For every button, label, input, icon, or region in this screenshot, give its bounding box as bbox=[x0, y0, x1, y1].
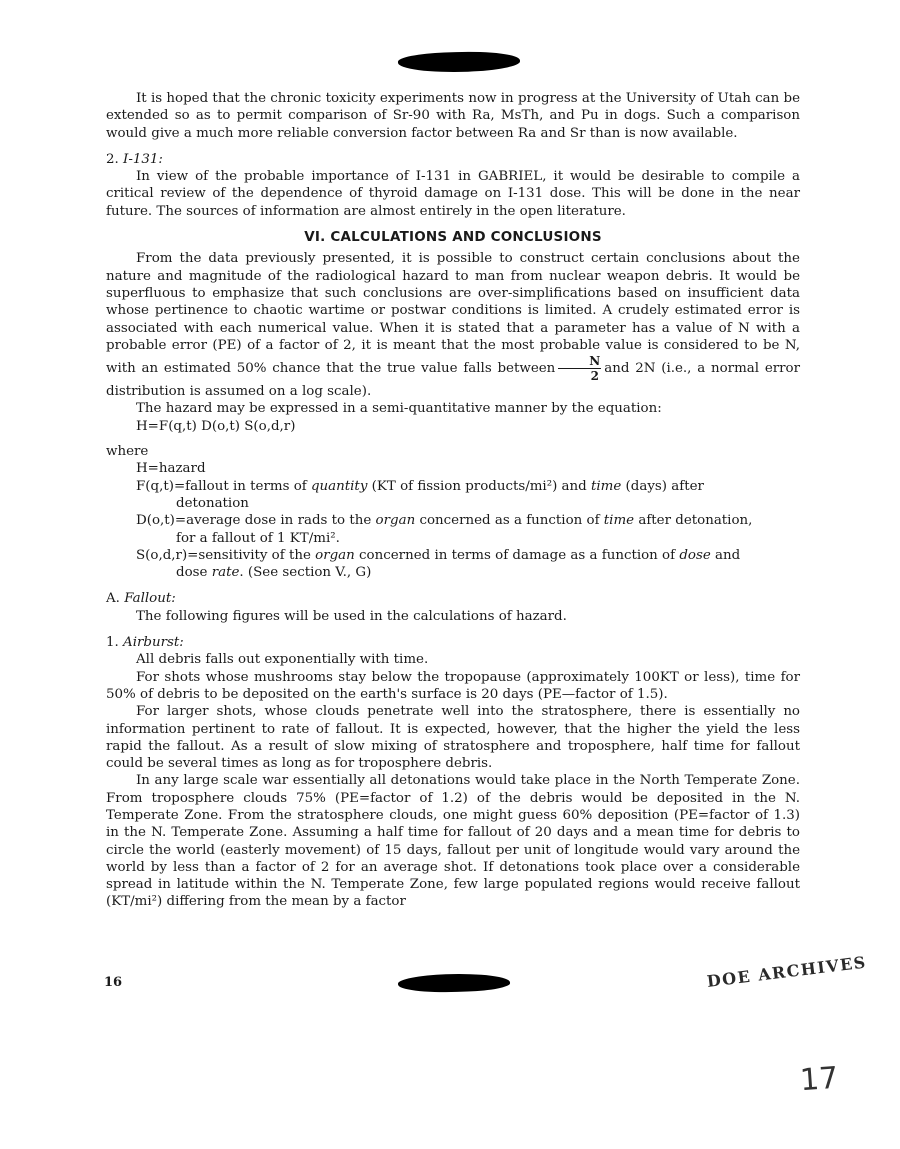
section-a-title-line bbox=[106, 590, 800, 607]
definition-d-text-c: after detonation, bbox=[634, 513, 753, 529]
intro-paragraph: It is hoped that the chronic toxicity experiments now in progress at the University of Utah can be extended so as to permit comparison of Sr-90 with Ra, MsTh, and Pu in dogs. Such a comparison would give a much more reliable conversion factor between Ra and Sr than is now available. bbox=[106, 91, 800, 141]
redaction-mark-top bbox=[398, 50, 521, 74]
calc-paragraph-1-part-b: and 2N (i.e., a normal error distribution is assumed on a log scale). bbox=[106, 361, 801, 400]
section-a-title: Fallout: bbox=[124, 591, 176, 607]
item-1-title-line bbox=[106, 634, 800, 651]
definition-s-italic-dose: dose bbox=[679, 547, 711, 563]
definition-d bbox=[136, 512, 800, 529]
calc-paragraph-1-part-a: From the data previously presented, it is possible to construct certain conclusions about the nature and magnitude of the radiological hazard to man from nuclear weapon debris. It would be superfluous to emphasize that such conclusions are over-simplifications based on insufficient data whose pertinence to chaotic wartime or postwar conditions is limited. A crudely estimated error is associated with each numerical value. When it is stated that a parameter has a value of N with a probable error (PE) of a factor of 2, it is meant that the most probable value is considered to be N, with an estimated 50% chance that the true value falls between bbox=[106, 251, 800, 377]
item-2-title: I-131: bbox=[123, 151, 163, 167]
definition-f-text-c: (days) after bbox=[621, 478, 704, 494]
definition-s-italic-organ: organ bbox=[315, 547, 355, 563]
calc-paragraph-2: The hazard may be expressed in a semi-quantitative manner by the equation: bbox=[136, 401, 662, 417]
fraction-denominator: 2 bbox=[590, 369, 599, 384]
fraction-n-over-2 bbox=[558, 354, 601, 383]
definition-s-continuation bbox=[136, 564, 800, 581]
item-1-paragraph-3: For larger shots, whose clouds penetrate well into the stratosphere, there is essentially no information pertinent to rate of fallout. It is expected, however, that the higher the yield the less rapid the fallout. As a result of slow mixing of stratosphere and troposphere, half time for fallout could be several times as long as for troposphere debris. bbox=[106, 704, 800, 772]
where-label: where bbox=[106, 444, 149, 460]
definition-d-continuation: for a fallout of 1 KT/mi². bbox=[176, 530, 340, 546]
definition-f bbox=[136, 478, 800, 495]
hazard-equation: H=F(q,t) D(o,t) S(o,d,r) bbox=[136, 418, 296, 434]
section-a-label: A. bbox=[106, 591, 120, 607]
page-number: 16 bbox=[104, 975, 123, 990]
definition-s-cont-italic-rate: rate bbox=[211, 565, 240, 581]
definition-d-italic-organ: organ bbox=[375, 513, 416, 529]
definition-s-text-b: concerned in terms of damage as a function of bbox=[354, 547, 680, 563]
definition-f-text-b: (KT of fission products/mi²) and bbox=[367, 478, 591, 494]
definition-d-text-a: D(o,t)=average dose in rads to the bbox=[136, 513, 376, 529]
section-heading: VI. CALCULATIONS AND CONCLUSIONS bbox=[304, 229, 602, 246]
item-1-paragraph-2: For shots whose mushrooms stay below the tropopause (approximately 100KT or less), time for 50% of debris to be deposited on the earth's surface is 20 days (PE—factor of 1.5). bbox=[106, 669, 800, 702]
definition-h: H=hazard bbox=[136, 461, 206, 477]
definition-f-continuation: detonation bbox=[176, 495, 249, 511]
item-1-paragraph-4: In any large scale war essentially all detonations would take place in the North Temperate Zone. From troposphere clouds 75% (PE=factor of 1.2) of the debris would be deposited in the N. Temperate Zone. From the stratosphere clouds, one might guess 60% deposition (PE=factor of 1.3) in the N. Temperate Zone. Assuming a half time for fallout of 20 days and a mean time for debris to circle the world (easterly movement) of 15 days, fallout per unit of longitude would vary around the world by less than a factor of 2 for an average shot. If detonations took place over a considerable spread in latitude within the N. Temperate Zone, few large populated regions would receive fallout (KT/mi²) differing from the mean by a factor bbox=[106, 773, 800, 910]
definitions-list bbox=[106, 460, 800, 581]
document-body bbox=[106, 90, 800, 911]
item-2-title-line bbox=[106, 151, 800, 168]
definition-f-italic-time: time bbox=[591, 478, 622, 494]
fraction-numerator: N bbox=[558, 354, 601, 369]
definition-s-text-a: S(o,d,r)=sensitivity of the bbox=[136, 547, 316, 563]
definition-f-text-a: F(q,t)=fallout in terms of bbox=[136, 478, 311, 494]
item-1-paragraph-1: All debris falls out exponentially with time. bbox=[136, 652, 429, 668]
doe-archives-stamp: DOE ARCHIVES bbox=[705, 952, 868, 991]
definition-d-text-b: concerned as a function of bbox=[415, 513, 604, 529]
definition-s bbox=[136, 547, 800, 564]
section-a-text: The following figures will be used in the calculations of hazard. bbox=[136, 608, 567, 624]
definition-s-cont-text-b: . (See section V., G) bbox=[239, 565, 372, 581]
handwritten-page-number: 17 bbox=[798, 1060, 840, 1099]
calc-paragraph-1 bbox=[106, 250, 800, 400]
item-1-number: 1. bbox=[106, 635, 119, 651]
item-2-text: In view of the probable importance of I-131 in GABRIEL, it would be desirable to compile a critical review of the dependence of thyroid damage on I-131 dose. This will be done in the near future. The sources of information are almost entirely in the open literature. bbox=[106, 169, 800, 219]
item-2-number: 2. bbox=[106, 151, 119, 167]
item-1-title: Airburst: bbox=[123, 635, 184, 651]
definition-d-italic-time: time bbox=[603, 513, 635, 529]
definition-f-italic-quantity: quantity bbox=[310, 478, 368, 494]
redaction-mark-bottom bbox=[398, 972, 511, 994]
definition-s-text-c: and bbox=[710, 547, 741, 563]
definition-s-cont-text-a: dose bbox=[176, 565, 212, 581]
